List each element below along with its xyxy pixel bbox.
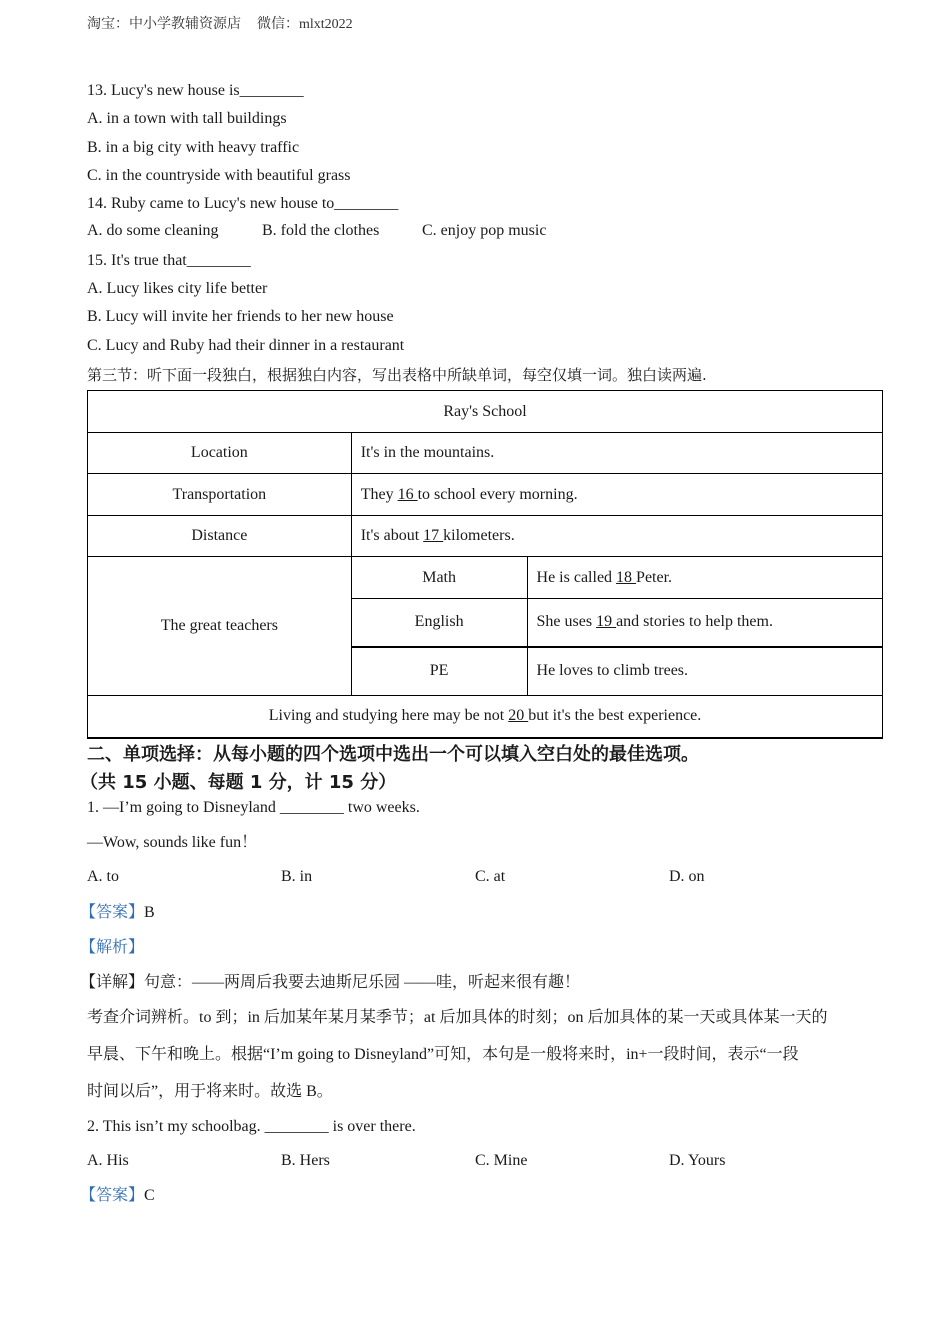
mc-2-option-b: B. Hers: [281, 1152, 330, 1169]
english-value: She uses 19 and stories to help them.: [527, 599, 882, 647]
mc-1-answer: 【答案】B: [80, 904, 155, 921]
mc-1-analysis-label: 【解析】: [80, 939, 145, 956]
question-15-option-c: C. Lucy and Ruby had their dinner in a restaurant: [87, 337, 405, 354]
mc-2-option-a: A. His: [87, 1152, 129, 1169]
mc-2-option-c: C. Mine: [475, 1152, 528, 1169]
english-label: English: [351, 599, 527, 647]
mc-2-option-d: D. Yours: [669, 1152, 726, 1169]
table-title: Ray's School: [88, 391, 883, 433]
blank-18: 18: [616, 568, 637, 586]
question-14-option-a: A. do some cleaning: [87, 222, 219, 239]
question-13-option-c: C. in the countryside with beautiful grass: [87, 167, 351, 184]
blank-16: 16: [397, 485, 418, 503]
question-15-stem: 15. It's true that________: [87, 252, 251, 269]
mc-1-option-b: B. in: [281, 868, 313, 885]
teachers-label: The great teachers: [88, 557, 352, 696]
rays-school-table: [87, 390, 883, 739]
transportation-value: They 16 to school every morning.: [351, 474, 882, 516]
mc-1-option-d: D. on: [669, 868, 705, 885]
answer-label: 【答案】: [80, 904, 145, 921]
question-14-option-b: B. fold the clothes: [262, 222, 380, 239]
pe-value: He loves to climb trees.: [527, 647, 882, 696]
location-value: It's in the mountains.: [351, 433, 882, 474]
question-14-option-c: C. enjoy pop music: [422, 222, 547, 239]
question-13-stem: 13. Lucy's new house is________: [87, 82, 304, 99]
blank-17: 17: [423, 527, 444, 544]
mc-1-explanation-line-3: 时间以后”，用于将来时。故选 B。: [87, 1083, 333, 1100]
mc-1-explanation-line-2: 早晨、下午和晚上。根据“I’m going to Disneyland”可知，本句是一般将来时，in+一段时间，表示“一段: [87, 1046, 799, 1063]
blank-20: 20: [508, 707, 529, 725]
part-2-subtitle: （共 15 小题、每题 1 分，计 15 分）: [80, 772, 397, 793]
answer-label: 【答案】: [80, 1187, 145, 1204]
mc-1-reply: —Wow, sounds like fun！: [87, 834, 258, 851]
part-2-title: 二、单项选择：从每小题的四个选项中选出一个可以填入空白处的最佳选项。: [87, 744, 699, 765]
mc-2-answer: 【答案】C: [80, 1187, 155, 1204]
location-label: Location: [88, 433, 352, 474]
wechat-id: 微信：mlxt2022: [257, 17, 353, 32]
math-value: He is called 18 Peter.: [527, 557, 882, 599]
mc-1-stem: 1. —I’m going to Disneyland ________ two weeks.: [87, 799, 420, 816]
mc-1-detail: 【详解】句意：——两周后我要去迪斯尼乐园 ——哇，听起来很有趣！: [80, 974, 581, 991]
table-footer: Living and studying here may be not 20 but it's the best experience.: [88, 696, 883, 738]
distance-label: Distance: [88, 516, 352, 557]
question-15-option-a: A. Lucy likes city life better: [87, 280, 268, 297]
transportation-label: Transportation: [88, 474, 352, 516]
question-14-stem: 14. Ruby came to Lucy's new house to________: [87, 195, 399, 212]
page-header: [87, 13, 353, 33]
mc-1-option-c: C. at: [475, 868, 506, 885]
pe-label: PE: [351, 647, 527, 696]
mc-2-stem: 2. This isn’t my schoolbag. ________ is over there.: [87, 1118, 416, 1135]
mc-1-option-a: A. to: [87, 868, 119, 885]
blank-19: 19: [596, 613, 617, 631]
mc-1-explanation-line-1: 考查介词辨析。to 到；in 后加某年某月某季节；at 后加具体的时刻；on 后加具体的某一天或具体某一天的: [87, 1009, 828, 1026]
question-13-option-b: B. in a big city with heavy traffic: [87, 139, 300, 156]
distance-value: It's about 17 kilometers.: [351, 516, 882, 557]
section-3-instruction: 第三节：听下面一段独白，根据独白内容，写出表格中所缺单词，每空仅填一词。独白读两遍.: [87, 366, 707, 384]
question-15-option-b: B. Lucy will invite her friends to her new house: [87, 308, 394, 325]
shop-name: 淘宝：中小学教辅资源店: [87, 17, 241, 32]
math-label: Math: [351, 557, 527, 599]
question-13-option-a: A. in a town with tall buildings: [87, 110, 287, 127]
